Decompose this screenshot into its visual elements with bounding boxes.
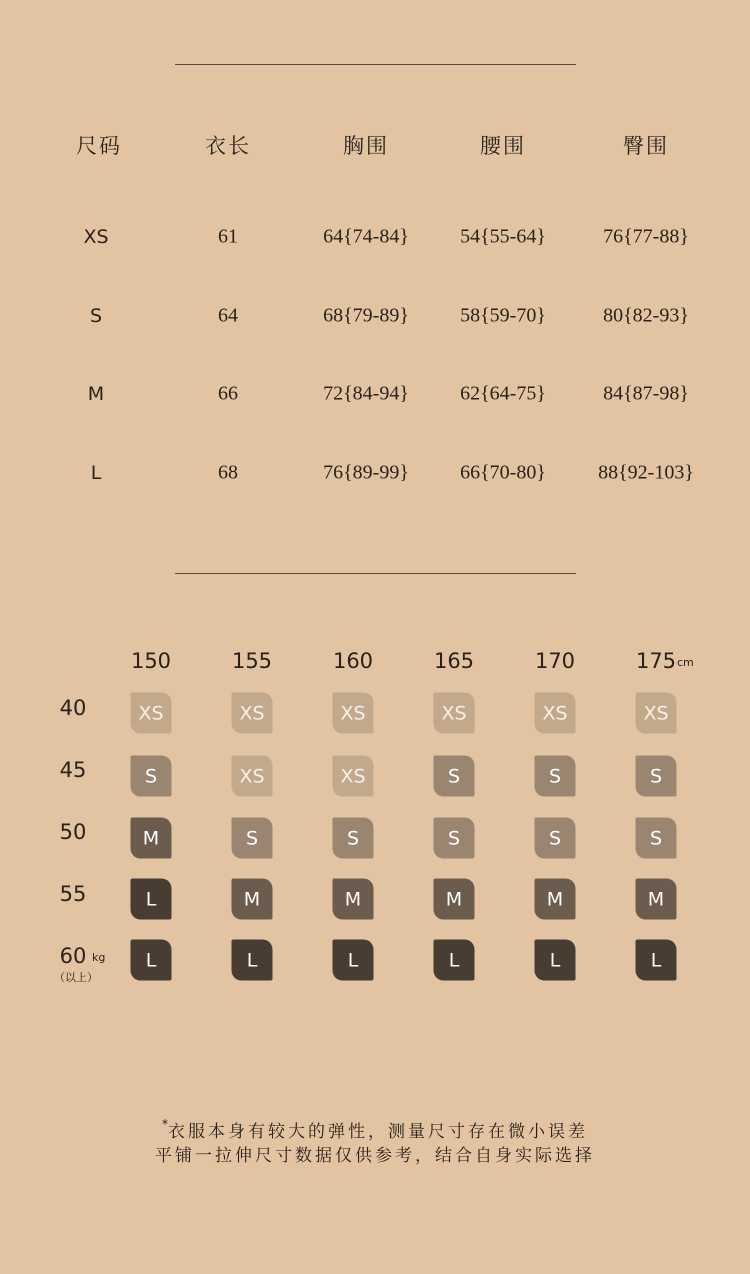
table-value-cell: 58{59-70} [460,304,546,327]
size-label-cell: L [90,462,102,484]
weight-label: 55 [59,882,87,906]
size-badge: XS [131,693,172,734]
table-header-cell: 腰围 [480,134,526,158]
size-badge: S [232,818,273,859]
size-label-cell: S [89,305,103,327]
size-badge: L [232,940,273,981]
weight-above-note: （以上） [54,971,98,984]
size-badge: S [636,756,677,797]
table-value-cell: 54{55-64} [460,225,546,248]
height-label: 165 [433,649,475,673]
weight-label: 50 [59,820,87,844]
size-badge: XS [434,693,475,734]
size-badge: L [535,940,576,981]
table-value-cell: 62{64-75} [460,382,546,405]
height-label: 150 [130,649,172,673]
height-unit: cm [677,656,694,669]
weight-unit: kg [92,951,106,964]
size-badge: S [636,818,677,859]
table-value-cell: 68 [218,461,238,484]
table-header-cell: 胸围 [343,134,389,158]
height-label: 160 [332,649,374,673]
table-value-cell: 66 [218,382,238,405]
table-value-cell: 66{70-80} [460,461,546,484]
divider-top [175,64,576,65]
note-line-2: 平铺一拉伸尺寸数据仅供参考，结合自身实际选择 [155,1146,595,1166]
table-value-cell: 88{92-103} [598,461,694,484]
table-header-cell: 衣长 [205,134,251,158]
size-badge: S [434,756,475,797]
note-marker: * [162,1117,168,1131]
table-value-cell: 68{79-89} [323,304,409,327]
weight-label: 60 [59,944,87,968]
size-badge: XS [333,693,374,734]
table-value-cell: 76{77-88} [603,225,689,248]
divider-middle [175,573,576,574]
size-badge: XS [333,756,374,797]
size-badge: S [131,756,172,797]
size-badge: M [232,879,273,920]
size-badge: XS [636,693,677,734]
size-badge: XS [232,693,273,734]
size-badge: M [535,879,576,920]
size-badge: M [333,879,374,920]
size-badge: L [636,940,677,981]
table-value-cell: 76{89-99} [323,461,409,484]
table-value-cell: 64 [218,304,238,327]
size-label-cell: XS [83,226,109,248]
size-badge: S [434,818,475,859]
table-header-cell: 尺码 [76,134,122,158]
weight-label: 40 [59,696,87,720]
table-value-cell: 84{87-98} [603,382,689,405]
size-label-cell: M [87,383,105,405]
size-badge: XS [535,693,576,734]
size-badge: S [535,756,576,797]
table-value-cell: 72{84-94} [323,382,409,405]
height-label: 170 [534,649,576,673]
weight-label: 45 [59,758,87,782]
table-header-cell: 臀围 [623,134,669,158]
size-badge: L [131,879,172,920]
height-label: 175 [635,649,677,673]
note-text-1: 衣服本身有较大的弹性，测量尺寸存在微小误差 [168,1122,588,1142]
height-label: 155 [231,649,273,673]
size-badge: S [535,818,576,859]
size-badge: L [131,940,172,981]
size-badge: M [636,879,677,920]
size-badge: L [434,940,475,981]
table-value-cell: 64{74-84} [323,225,409,248]
size-badge: XS [232,756,273,797]
size-badge: S [333,818,374,859]
table-value-cell: 61 [218,225,238,248]
size-badge: L [333,940,374,981]
size-badge: M [131,818,172,859]
size-badge: M [434,879,475,920]
table-value-cell: 80{82-93} [603,304,689,327]
note-line-1 [0,1117,750,1142]
